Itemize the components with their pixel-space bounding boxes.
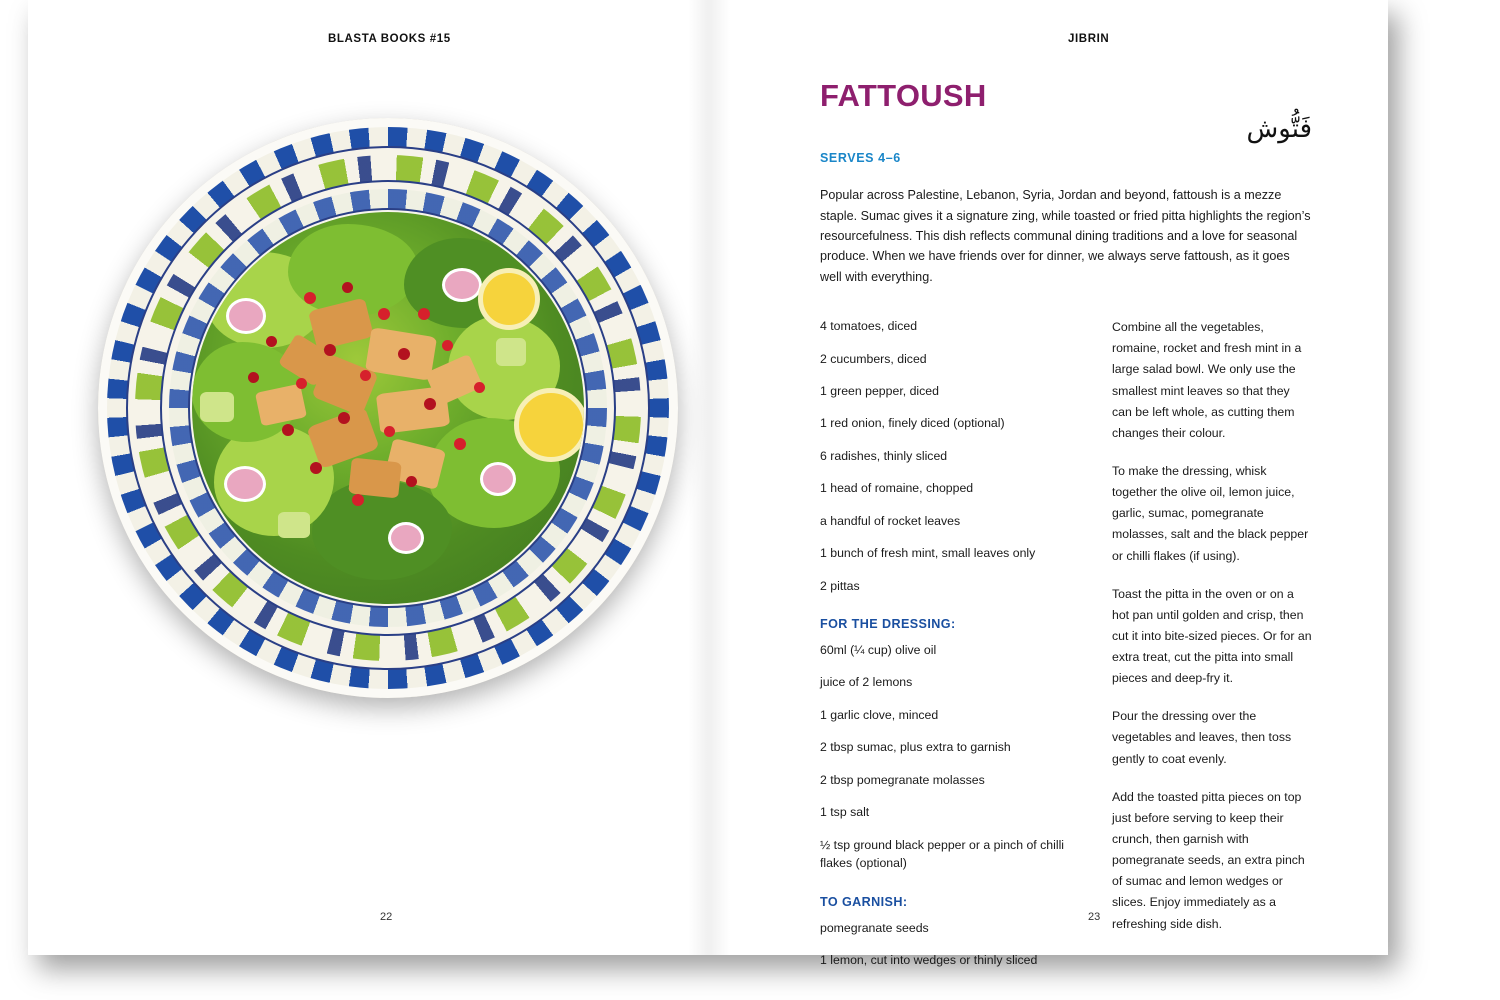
ingredients-column [820, 317, 1068, 983]
garnish-item: pomegranate seeds [820, 920, 929, 935]
garnish-heading: TO GARNISH: [820, 894, 908, 909]
page-number-right: 23 [1088, 911, 1101, 923]
ingredient-item: 2 cucumbers, diced [820, 351, 927, 366]
recipe-photograph [98, 118, 678, 698]
ingredient-item: 1 green pepper, diced [820, 383, 939, 398]
ingredient-item: 6 radishes, thinly sliced [820, 448, 948, 463]
dressing-item: 2 tbsp pomegranate molasses [820, 772, 985, 787]
dressing-item: ½ tsp ground black pepper or a pinch of chilli flakes (optional) [820, 837, 1065, 871]
open-book-spread [28, 0, 1388, 967]
recipe-content [820, 80, 1312, 983]
ingredient-item: a handful of rocket leaves [820, 513, 961, 528]
method-step: Combine all the vegetables, romaine, rocket and fresh mint in a large salad bowl. We only use the smallest mint leaves so that they can be left whole, as cutting them changes their colour. [1112, 320, 1302, 440]
ceramic-plate-image [98, 118, 678, 698]
ingredient-item: 1 red onion, finely diced (optional) [820, 416, 1005, 431]
ingredient-item: 4 tomatoes, diced [820, 319, 918, 334]
page-number-left: 22 [380, 911, 393, 923]
ingredient-item: 2 pittas [820, 578, 860, 593]
garnish-item: 1 lemon, cut into wedges or thinly sliced [820, 952, 1038, 967]
recipe-columns [820, 317, 1312, 983]
dressing-heading: FOR THE DRESSING: [820, 617, 956, 632]
method-step: Toast the pitta in the oven or on a hot pan until golden and crisp, then cut it into bite-sized pieces. Or for an extra treat, cut the pitta into small pieces and deep-fry it. [1112, 586, 1312, 686]
dressing-item: 1 tsp salt [820, 805, 870, 820]
recipe-serves: SERVES 4–6 [820, 151, 901, 166]
method-step: Pour the dressing over the vegetables and leaves, then toss gently to coat evenly. [1112, 709, 1292, 766]
dressing-item: 60ml (¼ cup) olive oil [820, 643, 937, 658]
recipe-title: FATTOUSH [820, 78, 987, 113]
method-column [1112, 317, 1312, 983]
left-page [28, 0, 708, 955]
dressing-item: 1 garlic clove, minced [820, 707, 939, 722]
running-head-right: JIBRIN [1068, 33, 1110, 45]
method-step: To make the dressing, whisk together the olive oil, lemon juice, garlic, sumac, pomegranate molasses, salt and the black pepper or chilli flakes (if using). [1112, 463, 1309, 563]
recipe-intro: Popular across Palestine, Lebanon, Syria, Jordan and beyond, fattoush is a mezze staple. Sumac gives it a signature zing, while toasted or fried pitta highlights the region’s resourcefulness. This dish reflects communal dining traditions and a love for seasonal produce. When we have friends over for dinner, we always serve fattoush, as it goes well with everything. [820, 188, 1311, 284]
ingredient-item: 1 head of romaine, chopped [820, 481, 974, 496]
ingredient-item: 1 bunch of fresh mint, small leaves only [820, 546, 1036, 561]
running-head-left: BLASTA BOOKS #15 [328, 33, 451, 45]
dressing-item: juice of 2 lemons [820, 675, 913, 690]
fattoush-salad [192, 212, 584, 604]
dressing-item: 2 tbsp sumac, plus extra to garnish [820, 740, 1011, 755]
right-page [708, 0, 1388, 967]
recipe-title-arabic: فَتُّوش [1246, 113, 1312, 144]
method-step: Add the toasted pitta pieces on top just before serving to keep their crunch, then garnish with pomegranate seeds, an extra pinch of sumac and lemon wedges or slices. Enjoy immediately as a refreshing side dish. [1112, 789, 1305, 931]
